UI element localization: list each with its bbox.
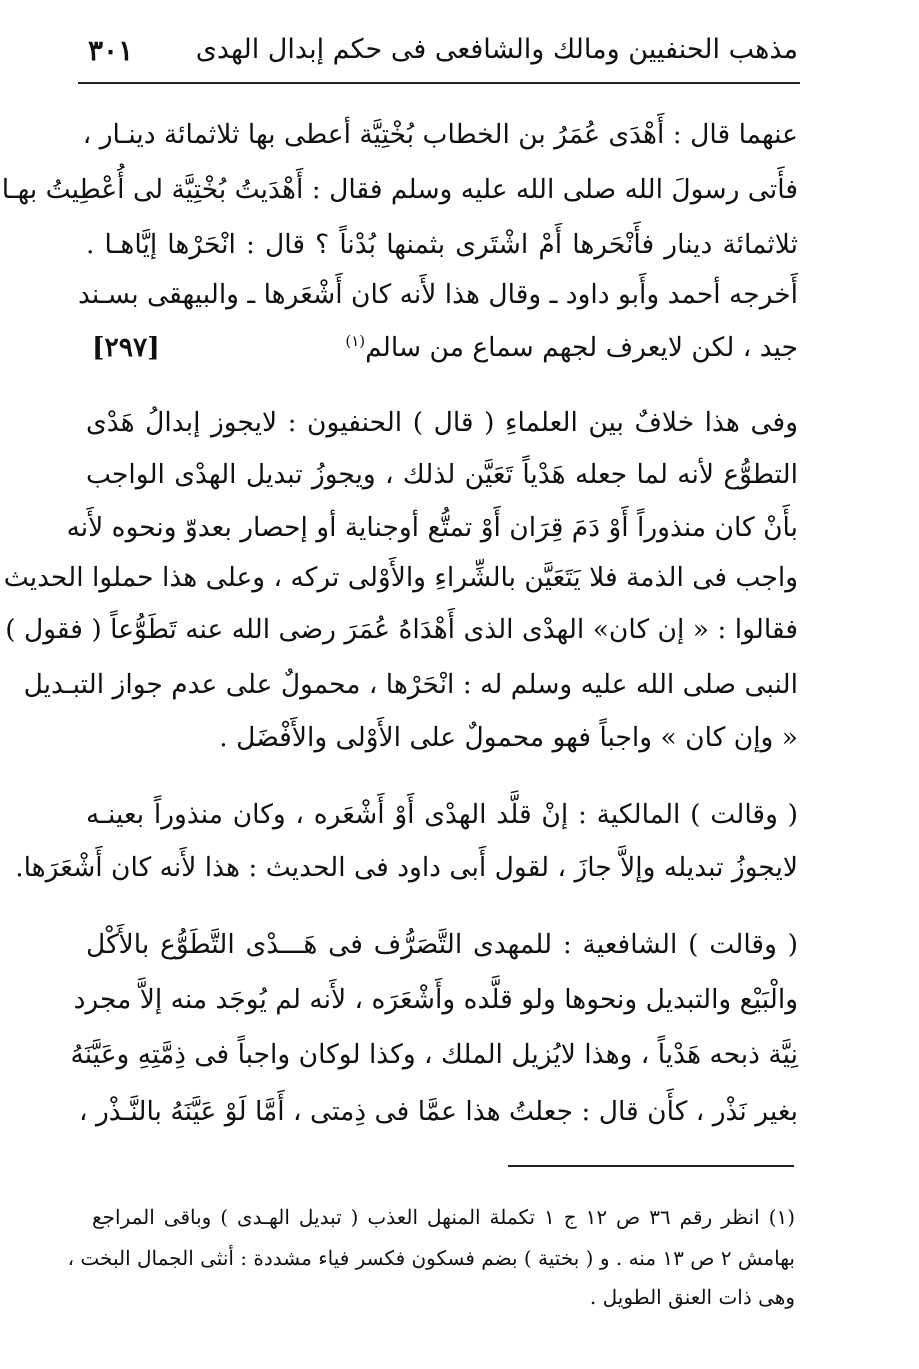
footnote-line-1: (١) انظر رقم ٣٦ ص ١٢ ج ١ تكملة المنهل العذب ( تبديل الهـدى ) وباقى المراجع <box>92 1205 795 1229</box>
paragraph-2-line-4: واجب فى الذمة فلا يَتَعَيَّن بالشِّراءِ والأَوْلى تركه ، وعلى هذا حملوا الحديث <box>3 562 798 593</box>
paragraph-1-line-2: فأَتى رسولَ الله صلى الله عليه وسلم فقال : أَهْدَيتُ بُخْتِيَّة لى أُعْطِيتُ بهـا <box>1 174 798 205</box>
header-title: مذهب الحنفيين ومالك والشافعى فى حكم إبدال الهدى <box>195 34 798 65</box>
paragraph-1-last-line: جيد ، لكن لايعرف لجهم سماع من سالم <box>365 332 798 363</box>
paragraph-4-line-4: بغير نَذْر ، كأَن قال : جعلتُ هذا عمَّا فى ذِمتى ، أَمَّا لَوْ عَيَّنَهُ بالنَّـذْر ، <box>78 1096 798 1127</box>
paragraph-4-line-1: ( وقالت ) الشافعية : للمهدى التَّصَرُّف فى هَـــدْى التَّطَوُّع بالأَكْل <box>86 929 798 960</box>
paragraph-1-line-4: أَخرجه أحمد وأَبو داود ـ وقال هذا لأَنه كان أَشْعَرها ـ والبيهقى بسـند <box>77 279 798 310</box>
paragraph-2-line-5: فقالوا : « إن كان» الهدْى الذى أَهْدَاهُ عُمَرَ رضى الله عنه تَطَوُّعاً ( فقول ) <box>5 614 798 645</box>
hadith-reference-number: [٢٩٧] <box>92 332 160 363</box>
footnote-marker: (١) <box>345 332 366 351</box>
paragraph-2-line-2: التطوُّع لأنه لما جعله هَدْياً تَعَيَّن لذلك ، ويجوزُ تبديل الهدْى الواجب <box>86 459 798 490</box>
paragraph-1-last-text <box>345 328 798 368</box>
paragraph-2-line-7: « وإن كان » واجباً فهو محمولٌ على الأَوْلى والأَفْضَل . <box>219 722 798 753</box>
paragraph-1-line-3: ثلاثمائة دينار فأَنْحَرها أَمْ اشْتَرى بثمنها بُدْناً ؟ قال : انْحَرْها إيَّاهـا . <box>86 229 798 260</box>
paragraph-2-line-1: وفى هذا خلافٌ بين العلماءِ ( قال ) الحنفيون : لايجوز إبدالُ هَدْى <box>86 407 798 438</box>
paragraph-3-line-2: لايجوزُ تبديله وإلاَّ جازَ ، لقول أَبى داود فى الحديث : هذا لأَنه كان أَشْعَرَها. <box>15 852 798 883</box>
paragraph-1-line-5 <box>86 328 798 368</box>
footnote-line-3: وهى ذات العنق الطويل . <box>589 1285 795 1309</box>
paragraph-3-line-1: ( وقالت ) المالكية : إنْ قلَّد الهدْى أَوْ أَشْعَره ، وكان منذوراً بعينـه <box>86 799 798 830</box>
page-number: ٣٠١ <box>88 34 134 67</box>
paragraph-4-line-2: والْبَيْع والتبديل ونحوها ولو قلَّده وأَشْعَرَه ، لأَنه لم يُوجَد منه إلاَّ مجرد <box>73 984 798 1015</box>
paragraph-1-line-1: عنهما قال : أَهْدَى عُمَرُ بن الخطاب بُخْتِيَّة أعطى بها ثلاثمائة دينـار ، <box>82 119 798 150</box>
paragraph-2-line-6: النبى صلى الله عليه وسلم له : انْحَرْها ، محمولٌ على عدم جواز التبـديل <box>23 669 798 700</box>
paragraph-2-line-3: بأَنْ كان منذوراً أَوْ دَمَ قِرَان أَوْ تمتُّع أوجناية أو إحصار بعدوّ ونحوه لأَنه <box>66 512 798 543</box>
footnote-line-2: بهامش ٢ ص ١٣ منه . و ( بختية ) بضم فسكون فكسر فياء مشددة : أنثى الجمال البخت ، <box>67 1246 795 1270</box>
running-header <box>78 28 798 80</box>
paragraph-4-line-3: نِيَّة ذبحه هَدْياً ، وهذا لايُزيل الملك ، وكذا لوكان واجباً فى ذِمَّتِهِ وعَيَّنَهُ <box>70 1039 798 1070</box>
footnote-divider <box>508 1165 794 1167</box>
header-divider <box>78 82 800 84</box>
